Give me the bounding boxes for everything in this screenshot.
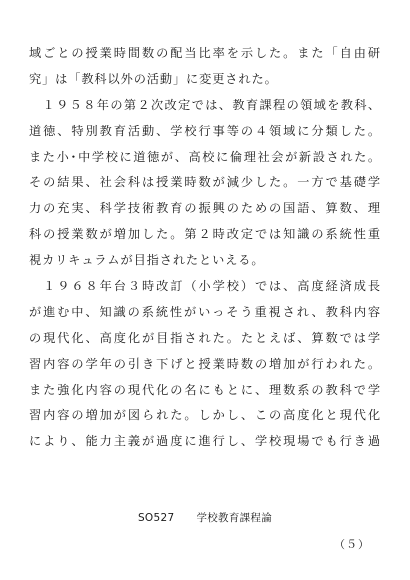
text-line: また強化内容の現代化の名にもとに、理数系の教科で学 [29, 382, 381, 397]
body-text [29, 41, 381, 455]
text-line: 習内容の増加が図られた。しかし、この高度化と現代化 [29, 408, 381, 423]
text-line: 力の充実、科学技術教育の振興のための国語、算数、理 [29, 201, 381, 216]
text-line: が進む中、知識の系統性がいっそう重視され、教科内容 [29, 304, 381, 319]
course-code: SO527 [137, 512, 175, 524]
text-line: また小･中学校に道徳が、高校に倫理社会が新設された。 [29, 149, 381, 164]
text-line: の現代化、高度化が目指された。たとえば、算数では学 [29, 330, 381, 345]
text-line: 域ごとの授業時間数の配当比率を示した。また「自由研 [29, 46, 381, 60]
text-line: 科の授業数が増加した。第２時改定では知識の系統性重 [29, 227, 381, 242]
course-title: 学校教育課程論 [196, 512, 273, 524]
text-line: その結果、社会科は授業時数が減少した。一方で基礎学 [29, 175, 381, 190]
text-line: １９６８年台３時改訂（小学校）では、高度経済成長 [29, 279, 381, 294]
text-line: １９５８年の第２次改定では、教育課程の領域を教科、 [29, 97, 381, 112]
text-line: 視カリキュラムが目指されたといえる。 [29, 253, 265, 268]
text-line: により、能力主義が過度に進行し、学校現場でも行き過 [29, 434, 381, 449]
page-footer [0, 510, 410, 525]
text-line: 究」は「教科以外の活動」に変更された。 [29, 71, 278, 86]
text-line: 道徳、特別教育活動、学校行事等の４領域に分類した。 [29, 123, 381, 138]
text-line: 習内容の学年の引き下げと授業時数の増加が行われた。 [29, 356, 381, 371]
page-number: （５） [334, 538, 370, 551]
